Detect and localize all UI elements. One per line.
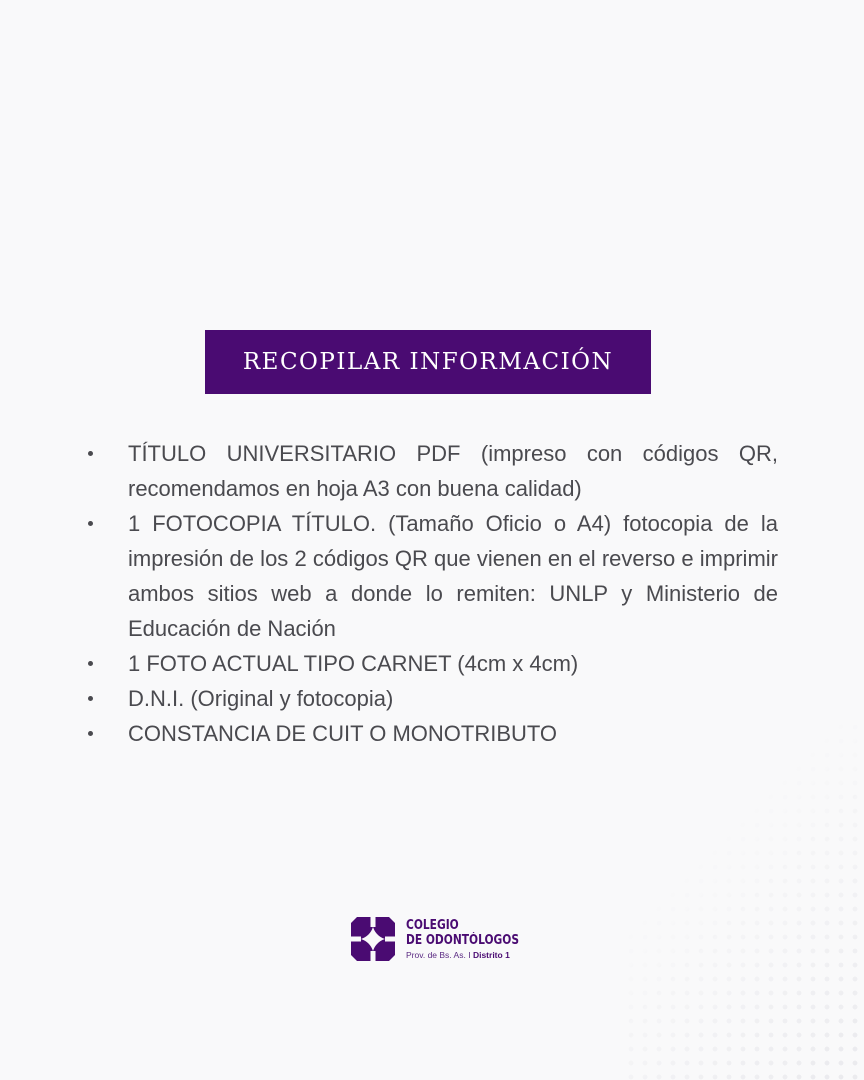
section-banner bbox=[205, 330, 651, 394]
logo-subtitle-prefix: Prov. de Bs. As. I bbox=[406, 949, 471, 960]
list-item-text: 1 FOTOCOPIA TÍTULO. (Tamaño Oficio o A4) fotocopia de la impresión de los 2 códigos QR que vienen en el reverso e imprimir ambos sitios web a donde lo remiten: UNLP y Ministerio de Educación de Nación bbox=[128, 511, 778, 641]
bullet-icon bbox=[88, 521, 93, 526]
list-item bbox=[88, 436, 778, 506]
colegio-logo bbox=[349, 914, 529, 964]
logo-title-line2: DE ODONTÓLOGOS bbox=[406, 932, 520, 948]
list-item bbox=[88, 646, 778, 681]
logo-title-line1: COLEGIO bbox=[406, 917, 459, 933]
banner-title: RECOPILAR INFORMACIÓN bbox=[242, 349, 614, 375]
list-item-text: TÍTULO UNIVERSITARIO PDF (impreso con códigos QR, recomendamos en hoja A3 con buena calidad) bbox=[128, 441, 778, 501]
list-item-text: CONSTANCIA DE CUIT O MONOTRIBUTO bbox=[128, 721, 558, 746]
background-dot-pattern bbox=[624, 720, 864, 1080]
logo-subtitle-district: Distrito 1 bbox=[472, 949, 510, 960]
bullet-icon bbox=[88, 731, 93, 736]
bullet-icon bbox=[88, 696, 93, 701]
list-item bbox=[88, 506, 778, 646]
list-item-text: D.N.I. (Original y fotocopia) bbox=[128, 686, 394, 711]
bullet-icon bbox=[88, 661, 93, 666]
colegio-logo-icon bbox=[349, 915, 397, 963]
logo-subtitle bbox=[406, 949, 544, 961]
list-item bbox=[88, 681, 778, 716]
list-item-text: 1 FOTO ACTUAL TIPO CARNET (4cm x 4cm) bbox=[128, 651, 579, 676]
list-item bbox=[88, 716, 778, 751]
requirements-list bbox=[88, 436, 778, 751]
bullet-icon bbox=[88, 451, 93, 456]
